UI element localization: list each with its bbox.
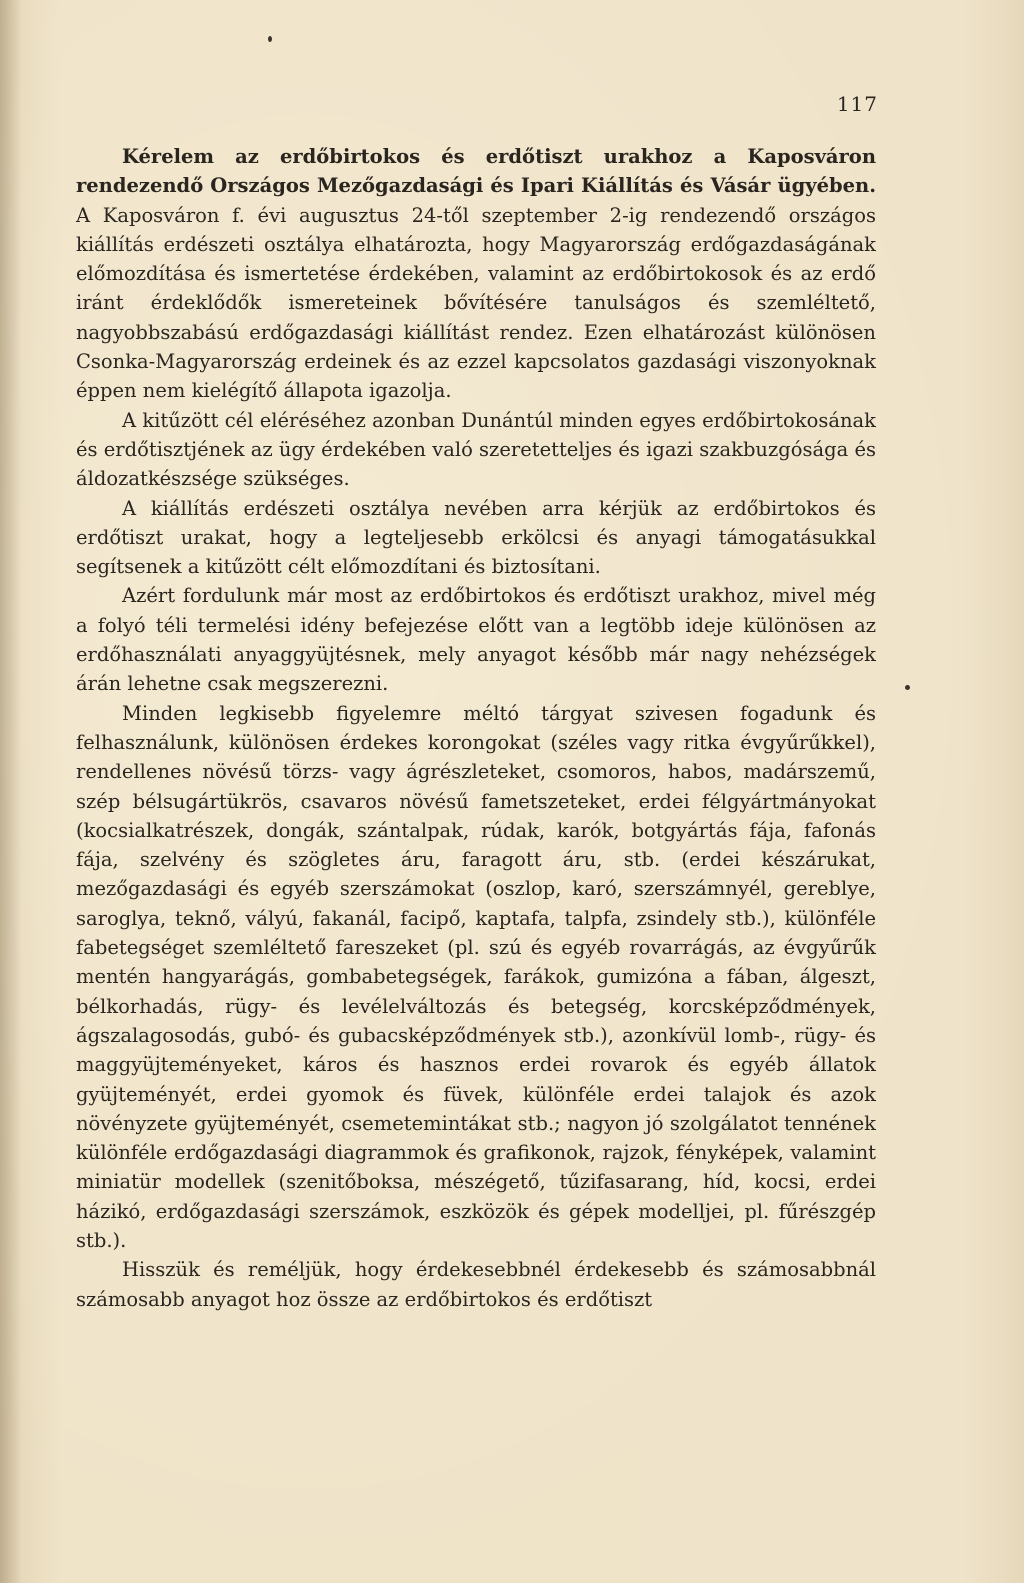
binding-gutter-shadow <box>0 0 22 1583</box>
paragraph-4: Azért fordulunk már most az erdőbirtokos és erdőtiszt urakhoz, mivel még a folyó téli termelési idény befejezése előtt van a legtöbb ideje különösen az erdőhasználati anyaggyüjtésnek, mely anyagot később már nagy nehézségek árán lehetne csak megszerezni. <box>76 584 876 696</box>
ink-speck <box>905 685 910 690</box>
page-number: 117 <box>836 92 878 116</box>
ink-speck <box>268 36 272 42</box>
paragraph-3: A kiállítás erdészeti osztálya nevében arra kérjük az erdőbirtokos és erdőtiszt urakat, hogy a legteljesebb erkölcsi és anyagi támogatásukkal segítsenek a kitűzött célt előmozdítani és biztosítani. <box>76 496 876 579</box>
paragraph-1 <box>76 142 876 406</box>
body-text <box>76 142 876 1314</box>
paragraph-2: A kitűzött cél eléréséhez azonban Dunántúl minden egyes erdőbirtokosának és erdőtisztjének az ügy érdekében való szeretetteljes és igazi szakbuzgósága és áldozatkészsége szükséges. <box>76 408 876 491</box>
paragraph-5: Minden legkisebb figyelemre méltó tárgyat szivesen fogadunk és felhasználunk, különösen érdekes korongokat (széles vagy ritka évgyűrűkkel), rendellenes növésű törzs- vagy ágrészleteket, csomoros, habos, madárszemű, szép bélsugártükrös, csavaros növésű fametszeteket, erdei félgyártmányokat (kocsialkatrészek, dongák, szántalpak, rúdak, karók, botgyártás fája, fafonás fája, szelvény és szögletes áru, faragott áru, stb. (erdei készárukat, mezőgazdasági és egyéb szerszámokat (oszlop, karó, szerszámnyél, gereblye, saroglya, teknő, vályú, fakanál, facipő, kaptafa, talpfa, zsindely stb.), különféle fabetegséget szemléltető fareszeket (pl. szú és egyéb rovarrágás, az évgyűrűk mentén hangyarágás, gombabetegségek, farákok, gumizóna a fában, álgeszt, bélkorhadás, rügy- és levélelváltozás és betegség, korcsképződmények, ágszalagosodás, gubó- és gubacsképződmények stb.), azonkívül lomb-, rügy- és maggyüjteményeket, káros és hasznos erdei rovarok és egyéb állatok gyüjteményét, erdei gyomok és füvek, különféle erdei talajok és azok növényzete gyüjteményét, csemetemintákat stb.; nagyon jó szolgálatot tennének különféle erdőgazdasági diagrammok és grafikonok, rajzok, fényképek, valamint miniatür modellek (szenitőboksa, mészégető, tűzifasarang, híd, kocsi, erdei házikó, erdőgazdasági szerszámok, eszközök és gépek modelljei, pl. fűrészgép stb.). <box>76 701 876 1252</box>
paragraph-6: Hisszük és reméljük, hogy érdekesebbnél érdekesebb és számosabbnál számosabb anyagot hoz össze az erdőbirtokos és erdőtiszt <box>76 1258 876 1311</box>
request-heading: Kérelem az erdőbirtokos és erdőtiszt urakhoz a Kaposváron rendezendő Országos Mezőgazdasági és Ipari Kiállítás és Vásár ügyében. <box>76 145 876 198</box>
paragraph-1-text: A Kaposváron f. évi augusztus 24-től szeptember 2-ig rendezendő országos kiállítás erdészeti osztálya elhatározta, hogy Magyarország erdőgazdaságának előmozdítása és ismertetése érdekében, valamint az erdőbirtokosok és az erdő iránt érdeklődők ismereteinek bővítésére tanulságos és szemléltető, nagyobbszabású erdőgazdasági kiállítást rendez. Ezen elhatározást különösen Csonka-Magyarország erdeinek és az ezzel kapcsolatos gazdasági viszonyoknak éppen nem kielégítő állapota igazolja. <box>76 203 876 403</box>
